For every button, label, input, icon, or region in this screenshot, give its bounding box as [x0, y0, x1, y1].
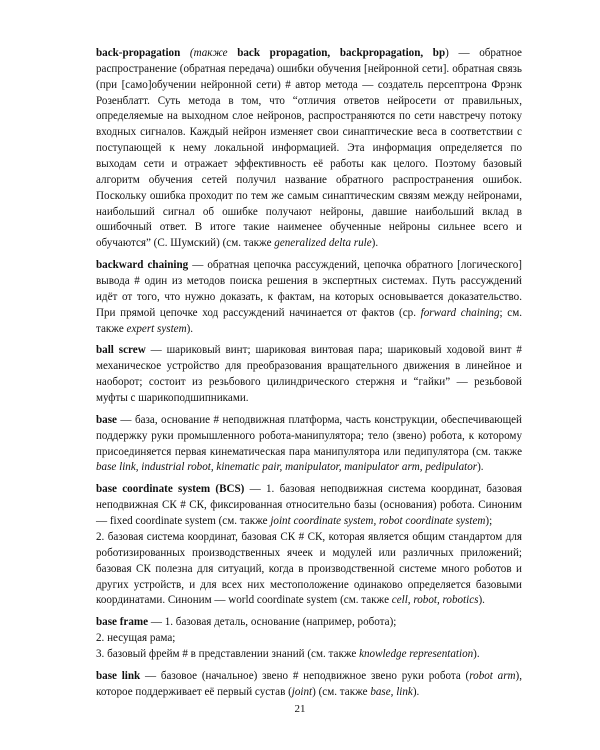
entry-text: ), которое поддерживает её первый сустав ( [96, 669, 522, 698]
entry-base-coordinate-system [86, 482, 522, 609]
cross-reference: expert system [126, 322, 187, 335]
cross-reference: forward chaining [420, 306, 500, 319]
entry-text: ; см. также [96, 306, 522, 335]
entry-text: ) — обратное распространение (обратная передача) ошибки обучения [нейронной сети]. обратная связь (при [само]обучении нейронной сети) # автор метода — создатель персептрона Фрэнк Розенблатт. Суть метода в том, что “отличия ответов нейросети от правильных, определяемые на выходном слое нейронов, распространяются по сети навстречу потоку входных сигналов. Каждый нейрон изменяет свои синаптические веса в соответствии с поступающей к нему локальной информацией. Эта информация определяется по выходам сети и отражает эффективность её работы как целого. Поэтому базовый алгоритм обучения сетей получил название обратного распространения ошибок. Поскольку ошибка проходит по тем же самым синаптическим связям между нейронами, наибольший сигнал об ошибке получают нейроны, давшие наибольший вклад в ошибочный ответ. В итоге такие наименее обученные нейроны сильнее всего и обучаются” (С. Шумский) (см. также [96, 47, 522, 250]
cross-reference: joint coordinate system, robot coordinate system [270, 515, 486, 528]
entry-text: ). [473, 647, 480, 660]
definition-2: 2. несущая рама; [96, 632, 176, 645]
entry-text: — 1. базовая деталь, основание (например, робота); [148, 616, 397, 629]
entry-text: ). [371, 237, 379, 250]
entry-base-frame [86, 615, 522, 663]
entry-text: ) (см. также [312, 685, 371, 698]
entry-text: — база, основание # неподвижная платформа, часть конструкции, обеспечивающей поддержку руки промышленного робота-манипулятора; тело (звено) робота, к которому присоединяется первая кинематическая пара манипулятора или педипулятора (см. также [96, 413, 522, 458]
entry-text: — обратная цепочка рассуждений, цепочка обратного [логического] вывода # один из методов поиска решения в экспертных системах. Путь рассуждений идёт от того, что нужно доказать, к фактам, на которых основывается доказательство. При прямой цепочке ход рассуждений начинается от фактов (ср. [96, 259, 522, 319]
cross-reference: knowledge representation [359, 647, 474, 660]
entry-back-propagation [86, 46, 522, 252]
cross-reference: cell, robot, robotics [391, 594, 479, 607]
definition-3 [96, 647, 522, 663]
cross-reference: base link, industrial robot, kinematic pair, manipulator, manipulator arm, pedipulator [96, 461, 478, 474]
entry-term: backward chaining [96, 259, 189, 272]
cross-reference: base, link [370, 685, 413, 698]
entry-term: back-propagation [96, 47, 181, 59]
page-number: 21 [294, 703, 306, 715]
entry-text: ). [412, 685, 420, 698]
entry-term: base frame [96, 616, 149, 629]
entry-text: 2. базовая система координат, базовая СК # СК, которая является общим стандартом для роботизированных производственных ячеек и модулей или различных приложений; базовая СК полезна для ситуаций, когда в производственной системе много роботов и других устройств, и для всех них местоположение одинаково определяется базовыми координатами. Синоним — world coordinate system (см. также [96, 530, 522, 607]
entry-base-link [86, 669, 522, 701]
entry-text: — 1. базовая неподвижная система координат, базовая неподвижная СК # СК, фиксированная относительно базы (основания) робота. Синоним — fixed coordinate system (см. также [96, 483, 522, 528]
entry-backward-chaining [86, 258, 522, 337]
definition-2 [96, 530, 522, 609]
cross-reference: joint [291, 685, 313, 698]
entry-text: 3. базовый фрейм # в представлении знаний (см. также [96, 647, 360, 660]
entry-ball-screw [86, 343, 522, 406]
definition-1 [96, 615, 522, 631]
entry-base [86, 413, 522, 476]
cross-reference: generalized delta rule [274, 237, 372, 250]
entry-text: ). [478, 594, 485, 607]
entry-text: — базовое (начальное) звено # неподвижное звено руки робота ( [140, 669, 470, 682]
entry-term: base [96, 413, 117, 426]
entry-text: (также [180, 47, 238, 59]
entry-text: ); [485, 515, 493, 528]
entry-term-alt: back propagation, backpropagation, bp [237, 47, 446, 59]
cross-reference: robot arm [469, 669, 516, 682]
entry-text: ). [186, 322, 194, 335]
entry-term: base coordinate system (BCS) [96, 483, 245, 496]
definition-1 [96, 482, 522, 530]
entry-term: base link [96, 669, 141, 682]
entry-text: — шариковый винт; шариковая винтовая пара; шариковый ходовой винт # механическое устройство для преобразования вращательного движения в линейное и наоборот; состоит из резьбового цилиндрического стержня и “гайки” — резьбовой муфты с шарикоподшипниками. [96, 344, 522, 405]
entry-text: ). [477, 461, 484, 474]
entry-term: ball screw [96, 344, 146, 357]
